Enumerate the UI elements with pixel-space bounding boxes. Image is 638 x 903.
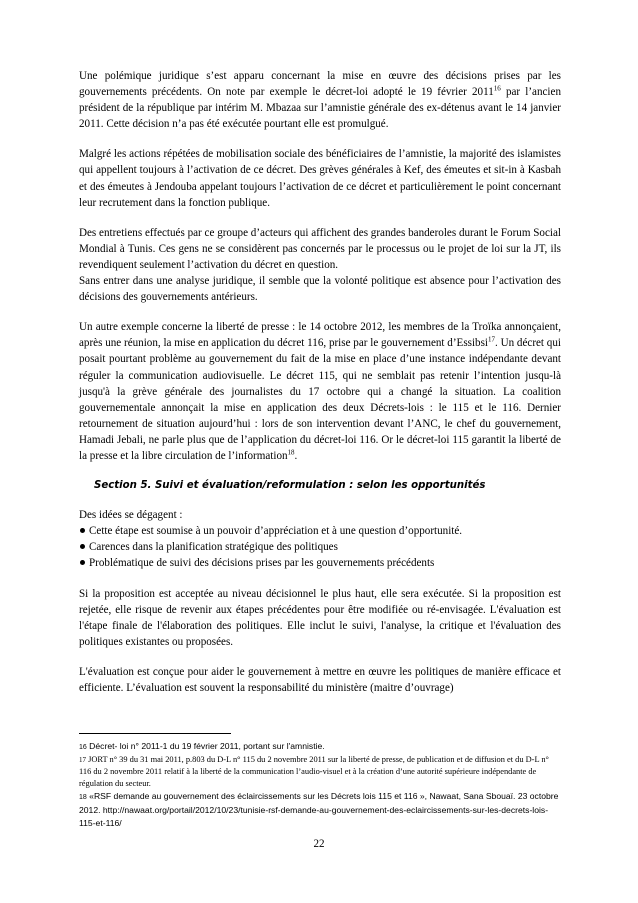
footnote-18: 18 «RSF demande au gouvernement des éclaircissements sur les Décrets lois 115 et 116 », Nawaat, Sana Sbouaï. 23 octobre 2012. http://nawaat.org/portail/2012/10/23/tunisie-rsf-demande-au-gouvernement-des-eclaircissements-sur-les-decrets-lois-115-et-116/ [79,791,559,828]
footnote-ref-18[interactable]: 18 [287,448,295,457]
ideas-intro: Des idées se dégagent : [79,509,183,522]
paragraph-2: Malgré les actions répétées de mobilisation sociale des bénéficiaires de l’amnistie, la majorité des islamistes qui appellent toujours à l’activation de ce décret. Des grèves générales à Kef, des émeutes et sit-in à Kasbah et des émeutes à Jendouba appelant toujours l’activation de ce décret et particulièrement le point concernant leur recrutement dans la fonction publique. [79,148,561,209]
footnote-16: 16 Décret- loi n° 2011-1 du 19 février 2011, portant sur l'amnistie. [79,741,325,751]
list-item: Problématique de suivi des décisions prises par les gouvernements précédents [79,555,561,571]
paragraph-6: L'évaluation est conçue pour aider le gouvernement à mettre en œuvre les politiques de manière efficace et efficiente. L’évaluation est souvent la responsabilité du ministère (maitre d’ouvrage) [79,665,561,694]
paragraph-3b: Sans entrer dans une analyse juridique, il semble que la volonté politique est absence pour l’activation des décisions des gouvernements antérieurs. [79,275,561,304]
footnote-ref-16[interactable]: 16 [493,84,501,93]
paragraph-3a: Des entretiens effectués par ce groupe d’acteurs qui affichent des grandes banderoles durant le Forum Social Mondial à Tunis. Ces gens ne se considèrent pas concernés par le processus ou le projet de loi sur la JT, ils revendiquent seulement l’activation du décret en question. [79,226,561,271]
ideas-list [79,523,561,571]
bullet-icon [80,528,85,533]
page-number: 22 [313,838,325,850]
footnote-17: 17 JORT n° 39 du 31 mai 2011, p.803 du D-L n° 115 du 2 novembre 2011 sur la liberté de presse, de publication et de diffusion et du D-L n° 116 du 2 novembre 2011 relatif à la liberté de la communication l’audio-visuel et à la création d’une autorité supérieure indépendante de régulation du secteur. [79,755,549,789]
bullet-icon [80,560,85,565]
footnote-ref-17[interactable]: 17 [488,335,495,344]
main-text [79,68,561,696]
paragraph-4: Un autre exemple concerne la liberté de presse : le 14 octobre 2012, les membres de la Troïka annonçaient, après une réunion, la mise en application du décret 116, prise par le gouvernement d’Essibsi$^{17}$. Un décret qui posait pourtant problème au gouvernement du fait de la mise en place d’une instance indépendante devant réguler la communication audiovisuelle. Le décret 115, qui ne semblait pas retenir l’intention jusqu-là jusqu'à la grève générale des journalistes du 17 octobre qui a changé la situation. La coalition gouvernementale annonçait la mise en application des deux Décrets-lois : le 115 et le 116. Dernier retournement de situation aujourd’hui : lors de son intervention devant l’ANC, le chef du gouvernement, Hamadi Jebali, ne parle plus que de l’application du décret-loi 116. Or le décret-loi 115 garantit la liberté de la presse et la libre circulation de l’information$^{18}$. [79,321,561,462]
paragraph-1: Une polémique juridique s’est apparu concernant la mise en œuvre des décisions prises par les gouvernements précédents. On note par exemple le décret-loi adopté le 19 février 2011$^{16}$ par l’ancien président de la république par intérim M. Mbazaa sur l’amnistie générale des ex-détenus avant le 14 janvier 2011. Cette décision n’a pas été exécutée pourtant elle est promulgué. [79,70,561,131]
list-item: Cette étape est soumise à un pouvoir d’appréciation et à une question d’opportunité. [79,523,561,539]
footnotes [79,740,561,829]
bullet-icon [80,544,85,549]
list-item: Carences dans la planification stratégique des politiques [79,539,561,555]
footnote-divider [79,733,231,734]
section-heading: Section 5. Suivi et évaluation/reformulation : selon les opportunités [94,480,486,492]
paragraph-5: Si la proposition est acceptée au niveau décisionnel le plus haut, elle sera exécutée. Si la proposition est rejetée, elle risque de revenir aux étapes précédentes pour être modifiée ou ré-envisagée. L'évaluation est l'étape finale de l'élaboration des politiques. Elle inclut le suivi, l'analyse, la critique et l'évaluation des politiques existantes ou proposées. [79,587,561,648]
